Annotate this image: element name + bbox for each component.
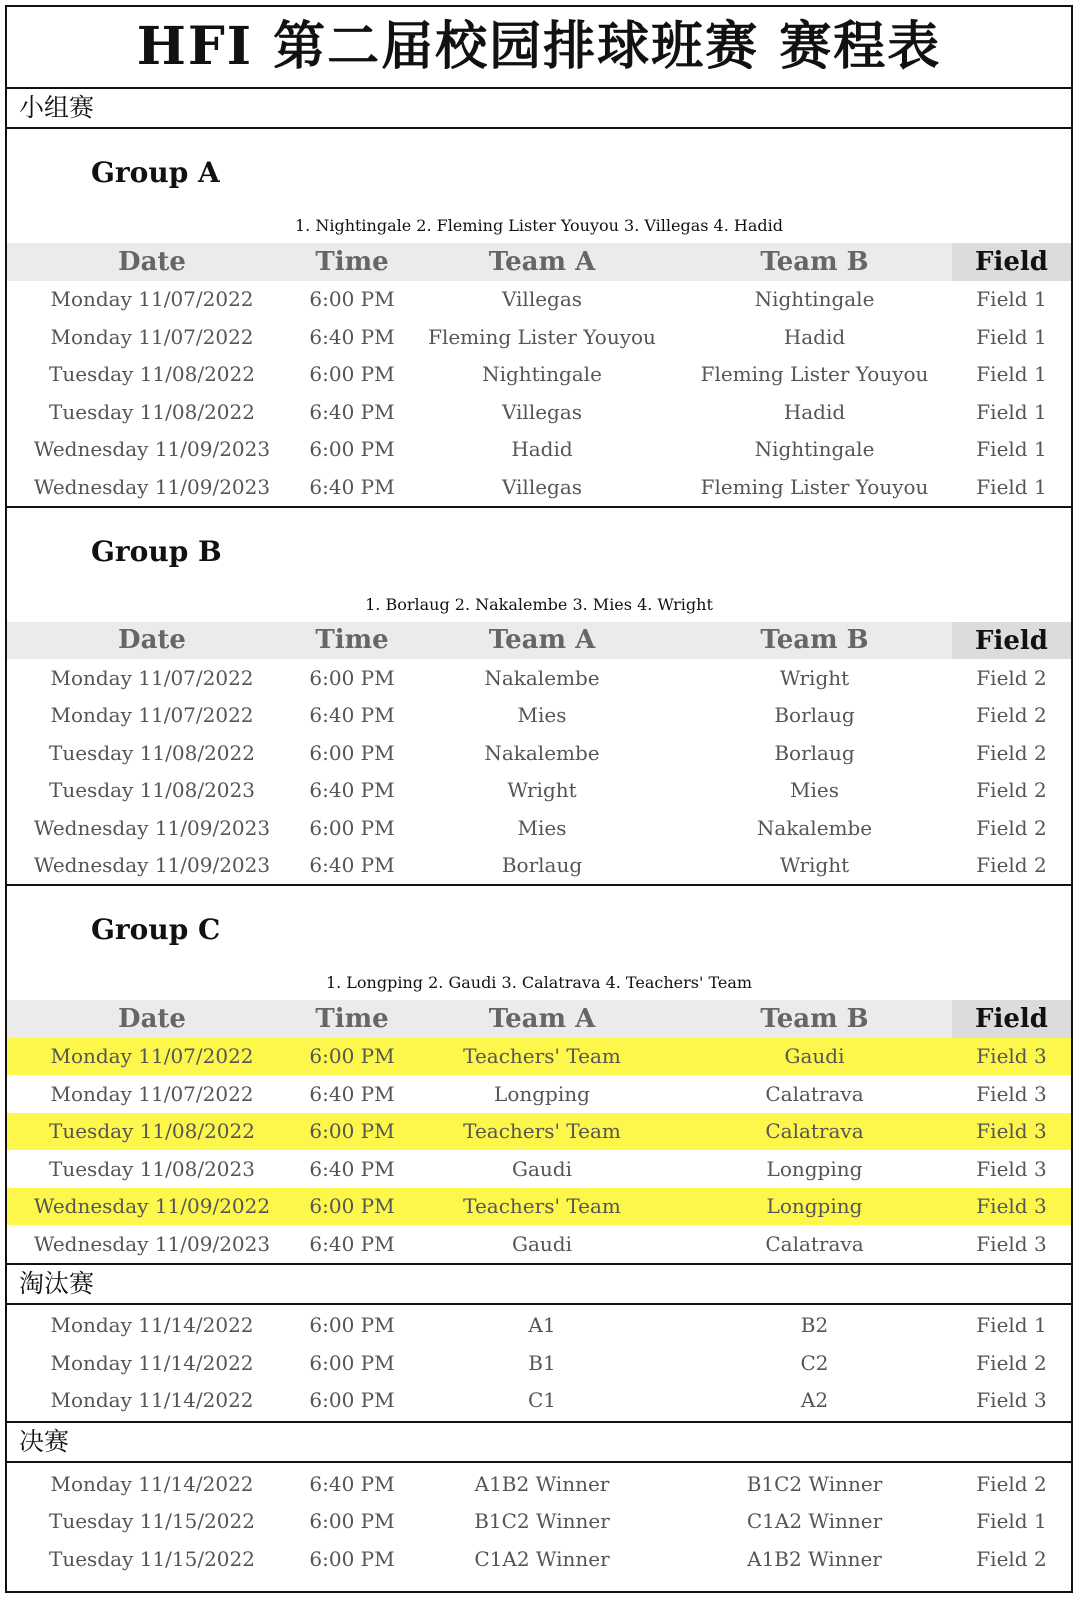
header-date: Date xyxy=(118,625,186,656)
table-row xyxy=(7,847,1071,885)
table-row xyxy=(7,1150,1071,1188)
group-a xyxy=(7,129,1071,508)
cell-team-a: A1B2 Winner xyxy=(474,1471,610,1496)
cell-time: 6:00 PM xyxy=(309,1194,395,1219)
cell-time: 6:00 PM xyxy=(309,1388,395,1413)
cell-time: 6:40 PM xyxy=(309,703,395,728)
table-row xyxy=(7,1075,1071,1113)
cell-time: 6:40 PM xyxy=(309,474,395,499)
cell-field: Field 1 xyxy=(976,437,1047,462)
cell-field: Field 2 xyxy=(976,703,1047,728)
header-team-a: Team A xyxy=(488,625,596,656)
cell-team-a: Nakalembe xyxy=(484,665,600,690)
cell-date: Monday 11/14/2022 xyxy=(50,1313,254,1338)
header-time: Time xyxy=(315,625,389,656)
table-row xyxy=(7,318,1071,356)
cell-date: Monday 11/07/2022 xyxy=(50,1081,254,1106)
cell-team-b: Wright xyxy=(779,665,850,690)
table-row xyxy=(7,1113,1071,1151)
cell-team-a: Mies xyxy=(517,703,567,728)
table-header xyxy=(7,243,1071,281)
cell-team-b: Wright xyxy=(779,853,850,878)
cell-team-b: Gaudi xyxy=(784,1044,845,1069)
cell-date: Wednesday 11/09/2023 xyxy=(33,1231,271,1256)
cell-time: 6:00 PM xyxy=(309,1119,395,1144)
cell-time: 6:00 PM xyxy=(309,287,395,312)
cell-field: Field 2 xyxy=(976,853,1047,878)
match-rows xyxy=(7,281,1071,506)
table-row xyxy=(7,1540,1071,1578)
table-row xyxy=(7,1225,1071,1263)
header-field: Field xyxy=(952,622,1071,660)
cell-date: Tuesday 11/15/2022 xyxy=(49,1546,255,1571)
cell-time: 6:00 PM xyxy=(309,740,395,765)
cell-field: Field 2 xyxy=(976,778,1047,803)
cell-date: Wednesday 11/09/2023 xyxy=(33,815,271,840)
header-date: Date xyxy=(118,1003,186,1034)
cell-field: Field 2 xyxy=(976,1546,1047,1571)
cell-team-b: Longping xyxy=(766,1156,863,1181)
header-time: Time xyxy=(315,246,389,277)
cell-team-b: C1A2 Winner xyxy=(746,1509,883,1534)
cell-date: Monday 11/07/2022 xyxy=(50,324,254,349)
cell-date: Tuesday 11/08/2022 xyxy=(49,740,255,765)
cell-team-a: B1 xyxy=(528,1350,556,1375)
cell-team-a: Gaudi xyxy=(512,1156,572,1181)
cell-field: Field 2 xyxy=(976,665,1047,690)
table-row xyxy=(7,281,1071,319)
section-group-stage: 小组赛 xyxy=(7,89,1071,129)
page-title: HFI 第二届校园排球班赛 赛程表 xyxy=(7,7,1071,89)
cell-team-b: B1C2 Winner xyxy=(746,1471,883,1496)
section-final: 决赛 xyxy=(7,1423,1071,1463)
cell-team-b: Hadid xyxy=(783,324,846,349)
cell-team-a: A1 xyxy=(528,1313,556,1338)
cell-team-b: A1B2 Winner xyxy=(747,1546,882,1571)
cell-team-a: Gaudi xyxy=(512,1231,572,1256)
header-date: Date xyxy=(118,246,186,277)
cell-field: Field 3 xyxy=(976,1156,1047,1181)
section-knockout: 淘汰赛 xyxy=(7,1265,1071,1305)
final-rows xyxy=(7,1463,1071,1578)
cell-field: Field 2 xyxy=(976,740,1047,765)
group-c xyxy=(7,886,1071,1265)
cell-time: 6:00 PM xyxy=(309,437,395,462)
cell-date: Monday 11/14/2022 xyxy=(50,1388,254,1413)
cell-field: Field 1 xyxy=(976,324,1047,349)
table-header xyxy=(7,1000,1071,1038)
cell-date: Tuesday 11/08/2022 xyxy=(49,1119,255,1144)
table-row xyxy=(7,1344,1071,1382)
cell-team-a: Fleming Lister Youyou xyxy=(428,324,656,349)
table-row xyxy=(7,1503,1071,1541)
cell-team-b: Nightingale xyxy=(754,437,875,462)
table-row xyxy=(7,1307,1071,1345)
header-time: Time xyxy=(315,1003,389,1034)
cell-time: 6:40 PM xyxy=(309,324,395,349)
cell-time: 6:40 PM xyxy=(309,853,395,878)
table-row xyxy=(7,1382,1071,1420)
group-title: Group A xyxy=(91,156,220,189)
cell-team-a: Teachers' Team xyxy=(463,1119,621,1144)
schedule-sheet xyxy=(5,5,1073,1593)
cell-date: Monday 11/07/2022 xyxy=(50,665,254,690)
cell-team-b: Nakalembe xyxy=(756,815,873,840)
cell-date: Tuesday 11/08/2023 xyxy=(49,1156,255,1181)
cell-team-b: Calatrava xyxy=(765,1081,864,1106)
cell-time: 6:00 PM xyxy=(309,1509,395,1534)
cell-team-a: C1 xyxy=(527,1388,557,1413)
cell-time: 6:40 PM xyxy=(309,399,395,424)
cell-field: Field 1 xyxy=(976,287,1047,312)
cell-team-b: Fleming Lister Youyou xyxy=(700,474,929,499)
header-team-a: Team A xyxy=(488,1003,596,1034)
header-team-b: Team B xyxy=(760,246,869,277)
cell-team-b: Mies xyxy=(790,778,839,803)
cell-date: Wednesday 11/09/2023 xyxy=(33,853,271,878)
table-row xyxy=(7,356,1071,394)
cell-time: 6:00 PM xyxy=(309,1313,395,1338)
cell-time: 6:00 PM xyxy=(309,362,395,387)
table-row xyxy=(7,697,1071,735)
cell-team-a: Hadid xyxy=(511,437,573,462)
cell-team-b: B2 xyxy=(800,1313,829,1338)
cell-field: Field 1 xyxy=(976,1509,1047,1534)
cell-time: 6:00 PM xyxy=(309,1546,395,1571)
cell-field: Field 3 xyxy=(976,1119,1047,1144)
cell-team-b: Calatrava xyxy=(765,1231,864,1256)
group-ranking: 1. Borlaug 2. Nakalembe 3. Mies 4. Wright xyxy=(365,594,713,614)
match-rows xyxy=(7,1038,1071,1263)
table-row xyxy=(7,431,1071,469)
cell-team-b: Calatrava xyxy=(765,1119,864,1144)
cell-date: Tuesday 11/08/2023 xyxy=(49,778,255,803)
cell-team-a: Villegas xyxy=(501,474,583,499)
cell-date: Monday 11/14/2022 xyxy=(50,1350,254,1375)
cell-field: Field 2 xyxy=(976,1471,1047,1496)
match-rows xyxy=(7,659,1071,884)
header-field: Field xyxy=(952,1000,1071,1038)
cell-team-a: Wright xyxy=(507,778,577,803)
group-ranking: 1. Longping 2. Gaudi 3. Calatrava 4. Teachers' Team xyxy=(325,973,753,992)
group-ranking: 1. Nightingale 2. Fleming Lister Youyou 3. Villegas 4. Hadid xyxy=(294,216,783,235)
table-row xyxy=(7,659,1071,697)
cell-team-a: Borlaug xyxy=(501,853,583,878)
cell-time: 6:00 PM xyxy=(309,1350,395,1375)
table-row xyxy=(7,1038,1071,1076)
cell-time: 6:00 PM xyxy=(309,815,395,840)
cell-team-b: A2 xyxy=(800,1388,829,1413)
cell-time: 6:40 PM xyxy=(309,778,395,803)
cell-team-b: Borlaug xyxy=(774,703,855,728)
cell-team-b: Fleming Lister Youyou xyxy=(700,362,929,387)
group-title: Group B xyxy=(91,534,222,568)
cell-date: Wednesday 11/09/2023 xyxy=(33,474,271,499)
cell-team-b: Borlaug xyxy=(774,740,855,765)
cell-field: Field 1 xyxy=(976,474,1047,499)
cell-field: Field 3 xyxy=(976,1231,1047,1256)
cell-field: Field 3 xyxy=(976,1388,1047,1413)
header-field: Field xyxy=(952,243,1071,281)
table-row xyxy=(7,734,1071,772)
cell-team-a: Nightingale xyxy=(482,362,602,387)
table-header xyxy=(7,622,1071,660)
knockout-rows xyxy=(7,1305,1071,1424)
cell-team-a: B1C2 Winner xyxy=(474,1509,610,1534)
cell-field: Field 3 xyxy=(976,1194,1047,1219)
table-row xyxy=(7,393,1071,431)
cell-date: Tuesday 11/08/2022 xyxy=(49,399,255,424)
cell-team-b: C2 xyxy=(800,1350,829,1375)
cell-date: Wednesday 11/09/2023 xyxy=(33,437,271,462)
cell-field: Field 2 xyxy=(976,815,1047,840)
cell-team-a: Nakalembe xyxy=(484,740,600,765)
cell-team-a: Longping xyxy=(494,1081,590,1106)
cell-team-a: Villegas xyxy=(501,399,583,424)
cell-field: Field 1 xyxy=(976,362,1047,387)
table-row xyxy=(7,1465,1071,1503)
header-team-b: Team B xyxy=(760,625,869,656)
table-row xyxy=(7,1188,1071,1226)
cell-team-b: Nightingale xyxy=(754,287,875,312)
header-team-b: Team B xyxy=(760,1003,869,1034)
cell-team-a: Villegas xyxy=(501,287,583,312)
cell-team-a: C1A2 Winner xyxy=(474,1546,610,1571)
cell-time: 6:00 PM xyxy=(309,1044,395,1069)
cell-time: 6:00 PM xyxy=(309,665,395,690)
cell-time: 6:40 PM xyxy=(309,1471,395,1496)
table-row xyxy=(7,468,1071,506)
cell-field: Field 3 xyxy=(976,1081,1047,1106)
group-b xyxy=(7,508,1071,887)
cell-team-a: Mies xyxy=(517,815,567,840)
table-row xyxy=(7,772,1071,810)
cell-date: Monday 11/07/2022 xyxy=(50,287,254,312)
cell-field: Field 3 xyxy=(976,1044,1047,1069)
cell-team-a: Teachers' Team xyxy=(463,1194,621,1219)
cell-time: 6:40 PM xyxy=(309,1231,395,1256)
table-row xyxy=(7,809,1071,847)
header-team-a: Team A xyxy=(488,246,596,277)
cell-time: 6:40 PM xyxy=(309,1081,395,1106)
cell-field: Field 1 xyxy=(976,1313,1047,1338)
group-title: Group C xyxy=(91,913,221,946)
cell-date: Tuesday 11/15/2022 xyxy=(49,1509,255,1534)
cell-date: Tuesday 11/08/2022 xyxy=(49,362,255,387)
cell-field: Field 2 xyxy=(976,1350,1047,1375)
cell-date: Monday 11/14/2022 xyxy=(50,1471,254,1496)
cell-date: Wednesday 11/09/2022 xyxy=(33,1194,271,1219)
cell-time: 6:40 PM xyxy=(309,1156,395,1181)
cell-field: Field 1 xyxy=(976,399,1047,424)
cell-date: Monday 11/07/2022 xyxy=(50,703,254,728)
cell-team-b: Hadid xyxy=(783,399,846,424)
cell-team-b: Longping xyxy=(766,1194,863,1219)
cell-date: Monday 11/07/2022 xyxy=(50,1044,254,1069)
cell-team-a: Teachers' Team xyxy=(463,1044,621,1069)
